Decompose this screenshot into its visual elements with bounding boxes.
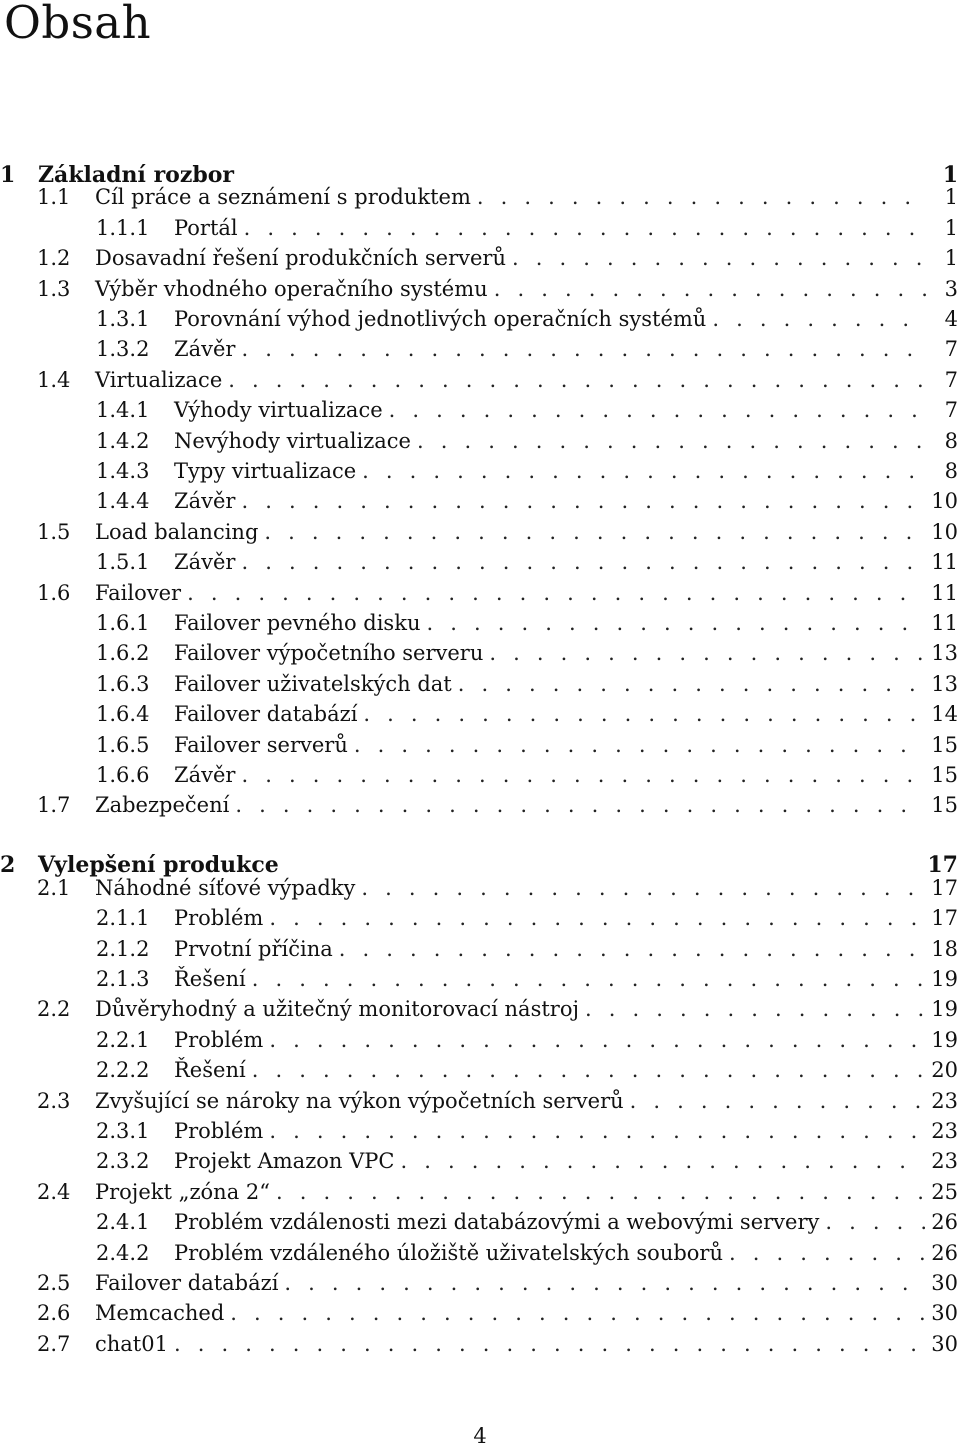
toc-entry-title: Portál (174, 215, 238, 240)
toc-dot-leader (400, 1146, 925, 1176)
toc-dot-leader (630, 1086, 926, 1116)
toc-entry-number: 2.1.2 (96, 936, 150, 961)
toc-entry-page: 15 (931, 732, 958, 757)
toc-entry-number: 2.6 (37, 1301, 71, 1326)
toc-entry-title: Failover databází (95, 1271, 279, 1295)
toc-entry-number: 2.2.1 (96, 1027, 150, 1052)
toc-entry-page: 17 (931, 875, 958, 900)
toc-dot-leader (241, 486, 925, 516)
toc-entry-number: 2.7 (37, 1331, 71, 1356)
toc-dot-leader (244, 213, 928, 243)
toc-entry-title: Prvotní příčina (174, 936, 333, 961)
toc-entry-number: 1.6.4 (96, 702, 150, 727)
toc-entry-number: 1.5 (37, 519, 71, 544)
toc-entry-title: Výhody virtualizace (174, 398, 383, 423)
toc-entry-page: 19 (931, 1027, 958, 1052)
toc-entry-title: Dosavadní řešení produkčních serverů (95, 246, 506, 271)
toc-entry[interactable] (0, 699, 958, 729)
toc-entry-page: 17 (931, 906, 958, 931)
toc-entry-title: Problém vzdálenosti mezi databázovými a webovými servery (174, 1210, 820, 1235)
toc-entry-page: 8 (944, 428, 958, 453)
toc-entry-number: 1.6.1 (96, 611, 150, 635)
toc-entry-title: Problém vzdáleného úložiště uživatelských souborů (174, 1240, 723, 1265)
toc-entry[interactable] (0, 903, 958, 933)
toc-dot-leader (354, 730, 925, 760)
toc-entry[interactable] (0, 1116, 958, 1146)
toc-entry-page: 14 (931, 702, 958, 727)
toc-dot-leader (284, 1268, 925, 1298)
toc-entry-number: 2.5 (37, 1271, 71, 1295)
toc-entry[interactable] (0, 934, 958, 964)
toc-entry-title: Projekt „zóna 2“ (95, 1179, 270, 1204)
toc-entry[interactable] (0, 426, 958, 456)
toc-entry[interactable] (0, 213, 958, 243)
toc-entry-title: Failover databází (174, 702, 358, 727)
toc-entry[interactable] (0, 1268, 958, 1298)
toc-entry-page: 3 (944, 276, 958, 301)
toc-dot-leader (389, 395, 928, 425)
toc-entry-page: 23 (931, 1088, 958, 1113)
toc-entry[interactable] (0, 638, 958, 668)
toc-entry-number: 1.4.3 (96, 459, 150, 483)
toc-entry[interactable] (0, 1329, 958, 1359)
page-title: Obsah (4, 0, 152, 49)
toc-entry-number: 2.4.2 (96, 1240, 150, 1265)
toc-entry-title: Problém (174, 1119, 264, 1143)
toc-dot-leader (285, 842, 922, 872)
toc-entry-title: Řešení (174, 967, 246, 991)
toc-entry-title: Load balancing (95, 519, 259, 544)
toc-entry-title: Nevýhody virtualizace (174, 428, 411, 453)
toc-entry[interactable] (0, 790, 958, 820)
toc-entry-title: Failover serverů (174, 732, 348, 757)
toc-entry[interactable] (0, 365, 958, 395)
toc-entry-title: Vylepšení produkce (38, 852, 279, 879)
toc-dot-leader (417, 426, 928, 456)
toc-entry-page: 15 (931, 793, 958, 818)
toc-entry-title: Zvyšující se nároky na výkon výpočetních serverů (95, 1088, 624, 1113)
toc-entry-page: 4 (944, 307, 958, 331)
toc-entry-number: 1.6.2 (96, 641, 150, 666)
toc-entry-page: 11 (931, 611, 958, 635)
toc-entry-title: Závěr (174, 550, 236, 575)
toc-entry-page: 19 (931, 967, 958, 991)
toc-dot-leader (512, 243, 928, 273)
toc-entry-number: 2.1.3 (96, 967, 150, 991)
toc-dot-leader (729, 1238, 925, 1268)
toc-dot-leader (252, 1055, 926, 1085)
toc-entry[interactable] (0, 964, 958, 994)
toc-entry-page: 1 (942, 162, 958, 188)
toc-dot-leader (241, 547, 925, 577)
toc-entry-title: Virtualizace (95, 367, 223, 392)
toc-entry[interactable] (0, 1025, 958, 1055)
toc-dot-leader (174, 1329, 925, 1359)
toc-entry-title: Cíl práce a seznámení s produktem (95, 185, 471, 210)
toc-entry-number: 1.3 (37, 276, 71, 301)
toc-entry[interactable] (0, 395, 958, 425)
toc-entry-title: Failover pevného disku (174, 611, 421, 635)
toc-dot-leader (361, 873, 925, 903)
toc-entry-title: Memcached (95, 1301, 225, 1326)
toc-dot-leader (269, 1025, 925, 1055)
toc-dot-leader (276, 1177, 925, 1207)
toc-entry-page: 26 (931, 1210, 958, 1235)
toc-chapter-entry[interactable] (0, 842, 958, 879)
toc-entry-page: 17 (927, 852, 958, 879)
toc-entry[interactable] (0, 1146, 958, 1176)
toc-entry-title: Náhodné síťové výpadky (95, 875, 356, 900)
toc-entry-number: 1.6 (37, 580, 71, 605)
toc-entry-number: 2.4.1 (96, 1210, 150, 1235)
toc-entry[interactable] (0, 182, 958, 212)
toc-entry[interactable] (0, 334, 958, 364)
toc-entry[interactable] (0, 243, 958, 273)
toc-entry-title: Zabezpečení (95, 793, 230, 818)
toc-dot-leader (235, 790, 925, 820)
toc-entry-page: 30 (931, 1271, 958, 1295)
toc-entry-title: Porovnání výhod jednotlivých operačních systémů (174, 307, 707, 331)
toc-dot-leader (712, 304, 928, 334)
toc-dot-leader (477, 182, 928, 212)
toc-entry[interactable] (0, 517, 958, 547)
toc-entry-number: 1 (0, 162, 16, 188)
toc-entry-number: 2.2.2 (96, 1058, 150, 1083)
toc-entry-page: 11 (931, 580, 958, 605)
page-number: 4 (473, 1424, 487, 1448)
toc-entry-title: Failover uživatelských dat (174, 671, 452, 696)
toc-entry[interactable] (0, 578, 958, 608)
toc-entry-page: 11 (931, 550, 958, 575)
toc-entry-title: Failover (95, 580, 182, 605)
toc-dot-leader (426, 608, 925, 638)
toc-entry-number: 1.4.4 (96, 489, 150, 514)
toc-entry-page: 23 (931, 1149, 958, 1174)
toc-entry-number: 1.6.5 (96, 732, 150, 757)
toc-entry-number: 2 (0, 852, 16, 879)
toc-entry-title: Důvěryhodný a užitečný monitorovací nástroj (95, 997, 579, 1022)
toc-entry[interactable] (0, 1086, 958, 1116)
toc-dot-leader (362, 456, 928, 486)
toc-entry-title: Závěr (174, 763, 236, 787)
toc-entry-title: Problém (174, 906, 264, 931)
toc-entry-number: 1.6.6 (96, 763, 150, 787)
toc-dot-leader (494, 274, 928, 304)
toc-entry-number: 1.7 (37, 793, 71, 818)
toc-entry-number: 2.1 (37, 875, 71, 900)
toc-entry-page: 7 (944, 337, 958, 362)
toc-entry-title: Typy virtualizace (174, 459, 357, 483)
toc-entry-page: 8 (944, 459, 958, 483)
toc-entry-page: 1 (944, 185, 958, 210)
toc-entry[interactable] (0, 1238, 958, 1268)
toc-entry-number: 1.6.3 (96, 671, 150, 696)
toc-entry[interactable] (0, 669, 958, 699)
toc-dot-leader (825, 1207, 925, 1237)
toc-dot-leader (269, 1116, 925, 1146)
toc-entry-number: 1.3.2 (96, 337, 150, 362)
toc-entry-page: 13 (931, 641, 958, 666)
toc-entry-number: 2.4 (37, 1179, 71, 1204)
toc-entry-number: 1.5.1 (96, 550, 150, 575)
toc-entry-page: 19 (931, 997, 958, 1022)
toc-entry-page: 18 (931, 936, 958, 961)
toc-entry-title: Failover výpočetního serveru (174, 641, 484, 666)
toc-dot-leader (241, 334, 928, 364)
toc-entry[interactable] (0, 760, 958, 790)
toc-entry-title: Základní rozbor (38, 162, 234, 188)
toc-entry[interactable] (0, 274, 958, 304)
toc-entry-title: Výběr vhodného operačního systému (95, 276, 488, 301)
toc-entry-title: Závěr (174, 489, 236, 514)
toc-entry-page: 30 (931, 1301, 958, 1326)
toc-entry-page: 1 (944, 246, 958, 271)
toc-entry-page: 23 (931, 1119, 958, 1143)
toc-dot-leader (187, 578, 925, 608)
toc-entry-page: 20 (931, 1058, 958, 1083)
toc-entry[interactable] (0, 1298, 958, 1328)
toc-entry-page: 26 (931, 1240, 958, 1265)
toc-entry[interactable] (0, 873, 958, 903)
toc-entry-number: 2.3.1 (96, 1119, 150, 1143)
toc-dot-leader (230, 1298, 925, 1328)
toc-entry[interactable] (0, 486, 958, 516)
toc-entry[interactable] (0, 994, 958, 1024)
toc-entry[interactable] (0, 1177, 958, 1207)
toc-dot-leader (228, 365, 928, 395)
toc-entry-page: 15 (931, 763, 958, 787)
toc-dot-leader (241, 760, 925, 790)
toc-entry[interactable] (0, 730, 958, 760)
toc-entry-page: 13 (931, 671, 958, 696)
toc-dot-leader (489, 638, 925, 668)
toc-entry-number: 2.2 (37, 997, 71, 1022)
toc-entry-number: 2.1.1 (96, 906, 150, 931)
toc-dot-leader (339, 934, 926, 964)
toc-entry-title: Problém (174, 1027, 264, 1052)
toc-dot-leader (585, 994, 925, 1024)
toc-entry-number: 1.1.1 (96, 215, 150, 240)
toc-dot-leader (269, 903, 925, 933)
toc-entry-page: 1 (944, 215, 958, 240)
toc-entry-number: 1.1 (37, 185, 71, 210)
toc-dot-leader (252, 964, 926, 994)
toc-entry-number: 1.4.2 (96, 428, 150, 453)
toc-chapter-entry[interactable] (0, 152, 958, 188)
toc-dot-leader (458, 669, 926, 699)
toc-entry[interactable] (0, 547, 958, 577)
toc-dot-leader (363, 699, 925, 729)
toc-entry[interactable] (0, 456, 958, 486)
toc-entry-title: Závěr (174, 337, 236, 362)
toc-entry-title: Řešení (174, 1058, 246, 1083)
toc-entry-number: 1.4 (37, 367, 71, 392)
toc-dot-leader (264, 517, 925, 547)
toc-entry-title: Projekt Amazon VPC (174, 1149, 395, 1174)
toc-entry-page: 7 (944, 367, 958, 392)
toc-entry[interactable] (0, 608, 958, 638)
toc-entry-page: 30 (931, 1331, 958, 1356)
toc-entry-page: 10 (931, 519, 958, 544)
toc-entry-page: 25 (931, 1179, 958, 1204)
toc-entry[interactable] (0, 1055, 958, 1085)
toc-entry-number: 1.2 (37, 246, 71, 271)
toc-entry-page: 10 (931, 489, 958, 514)
toc-entry-title: chat01 (95, 1331, 168, 1356)
toc-entry-page: 7 (944, 398, 958, 423)
toc-entry-number: 2.3 (37, 1088, 71, 1113)
toc-dot-leader (240, 152, 928, 182)
toc-entry-number: 1.3.1 (96, 307, 150, 331)
toc-entry[interactable] (0, 304, 958, 334)
toc-entry-number: 1.4.1 (96, 398, 150, 423)
toc-entry-number: 2.3.2 (96, 1149, 150, 1174)
toc-entry[interactable] (0, 1207, 958, 1237)
